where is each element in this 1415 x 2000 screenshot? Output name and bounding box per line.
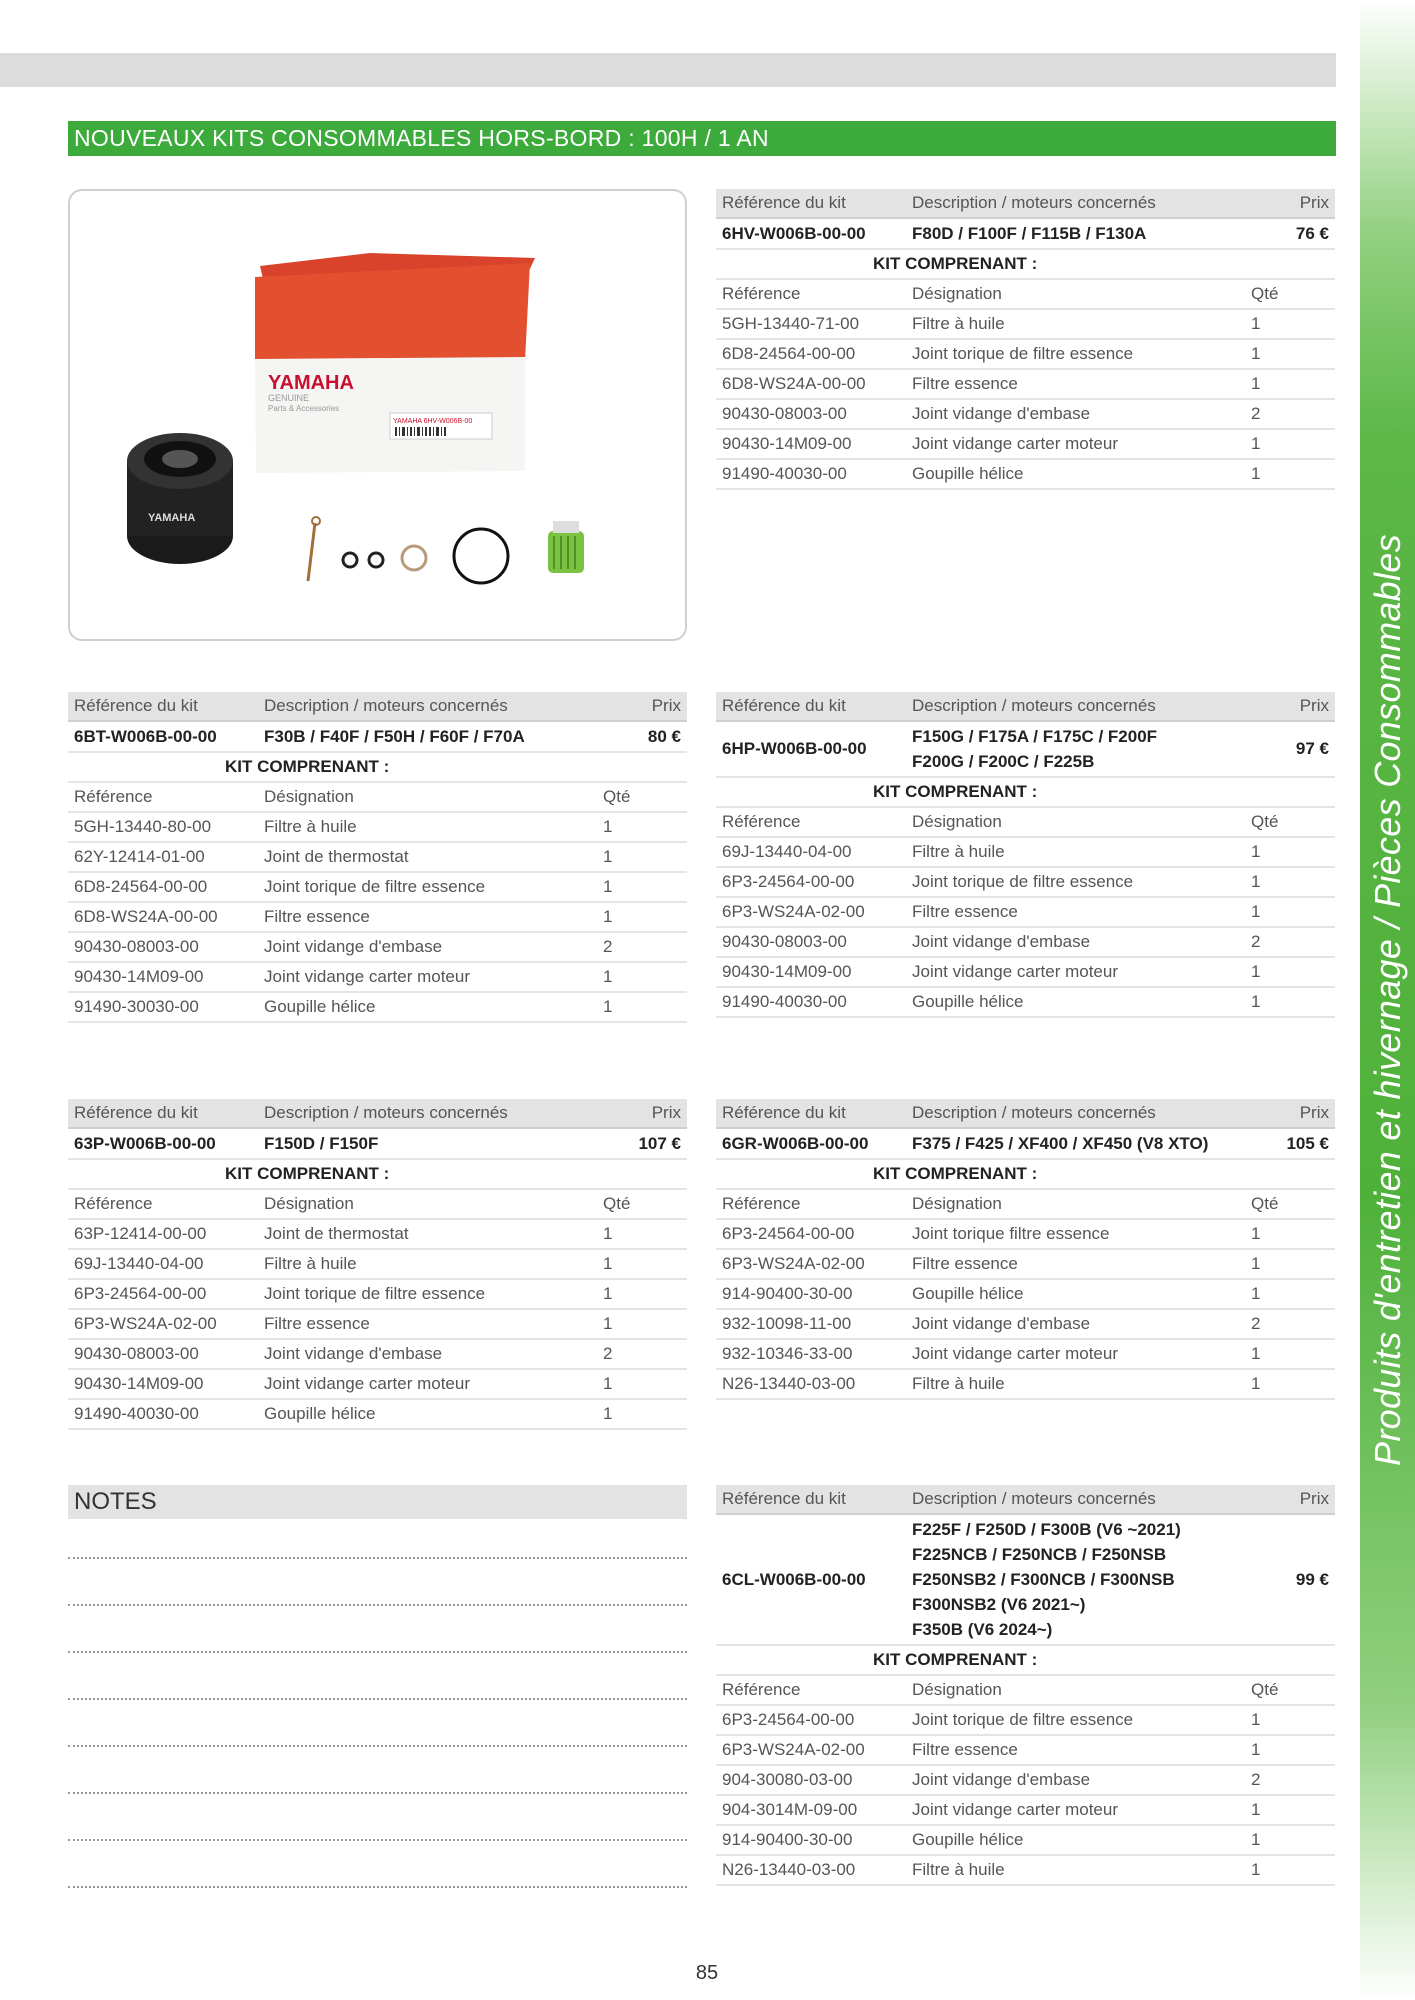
table-row — [716, 310, 1335, 340]
kit-main-row — [716, 1129, 1335, 1160]
kit-main-row — [68, 722, 687, 753]
item-ref: 6D8-24564-00-00 — [74, 877, 208, 896]
item-designation: Goupille hélice — [264, 997, 376, 1016]
item-designation: Goupille hélice — [912, 992, 1024, 1011]
table-row — [716, 1280, 1335, 1310]
kit-price: 97 € — [1295, 739, 1329, 758]
item-ref: 90430-08003-00 — [74, 1344, 199, 1363]
kit-description — [912, 1515, 1245, 1644]
item-qty: 2 — [1251, 404, 1261, 423]
items-header-row — [716, 808, 1335, 838]
kit-price: 76 € — [1295, 223, 1329, 243]
item-designation: Joint vidange d'embase — [264, 937, 443, 956]
table-row — [716, 1706, 1335, 1736]
note-line[interactable] — [68, 1745, 687, 1747]
item-designation: Filtre à huile — [264, 1254, 357, 1273]
description-header: Description / moteurs concernés — [912, 1489, 1156, 1508]
note-line[interactable] — [68, 1557, 687, 1559]
items-header-row — [716, 1190, 1335, 1220]
item-ref: 904-3014M-09-00 — [722, 1800, 858, 1819]
item-qty: 1 — [1251, 1284, 1261, 1303]
ref-header: Référence — [74, 1194, 153, 1213]
fuel-filter — [548, 521, 584, 573]
item-qty: 2 — [603, 937, 613, 956]
qty-header: Qté — [1251, 284, 1279, 303]
item-designation: Joint vidange carter moteur — [912, 434, 1118, 453]
note-line[interactable] — [68, 1839, 687, 1841]
designation-header: Désignation — [912, 284, 1002, 303]
qty-header: Qté — [1251, 1680, 1279, 1699]
table-row — [716, 1220, 1335, 1250]
item-ref: 932-10098-11-00 — [722, 1314, 852, 1333]
item-designation: Filtre à huile — [912, 842, 1005, 861]
table-row — [716, 928, 1335, 958]
table-row — [716, 958, 1335, 988]
kit-table-6HP — [716, 692, 1335, 1018]
table-row — [68, 1280, 687, 1310]
item-qty: 1 — [603, 847, 613, 866]
table-row — [716, 898, 1335, 928]
item-qty: 1 — [603, 1314, 613, 1333]
table-row — [68, 1250, 687, 1280]
kit-comprenant-row — [716, 1160, 1335, 1190]
kit-ref-header: Référence du kit — [74, 696, 198, 715]
table-row — [68, 1370, 687, 1400]
item-qty: 1 — [1251, 872, 1261, 891]
table-row — [716, 838, 1335, 868]
designation-header: Désignation — [264, 1194, 354, 1213]
table-row — [716, 1370, 1335, 1400]
item-designation: Joint vidange carter moteur — [912, 1800, 1118, 1819]
side-title: Produits d'entretien et hivernage / Pièces Consommables — [1367, 534, 1408, 1466]
item-designation: Joint vidange d'embase — [264, 1344, 443, 1363]
item-designation: Joint de thermostat — [264, 847, 409, 866]
kit-comprenant-row — [68, 1160, 687, 1190]
item-designation: Filtre à huile — [912, 1860, 1005, 1879]
table-row — [68, 843, 687, 873]
kit-header-row — [716, 1099, 1335, 1129]
kit-illustration — [70, 191, 687, 641]
item-ref: 90430-14M09-00 — [722, 962, 852, 981]
table-row — [68, 873, 687, 903]
item-ref: 914-90400-30-00 — [722, 1284, 853, 1303]
item-ref: 90430-08003-00 — [74, 937, 199, 956]
kit-main-row — [68, 1129, 687, 1160]
box-front — [255, 263, 530, 363]
table-row — [68, 903, 687, 933]
kit-price: 80 € — [647, 726, 681, 746]
kit-table-63P — [68, 1099, 687, 1430]
item-ref: 69J-13440-04-00 — [722, 842, 852, 861]
price-header: Prix — [1299, 193, 1329, 212]
table-row — [716, 1826, 1335, 1856]
item-designation: Joint vidange carter moteur — [264, 967, 470, 986]
item-ref: 90430-14M09-00 — [74, 967, 204, 986]
item-designation: Joint torique de filtre essence — [912, 1710, 1134, 1729]
item-qty: 1 — [1251, 1800, 1261, 1819]
table-row — [716, 400, 1335, 430]
item-ref: 904-30080-03-00 — [722, 1770, 853, 1789]
item-designation: Joint vidange carter moteur — [264, 1374, 470, 1393]
kit-description-line: F150G / F175A / F175C / F200F — [912, 727, 1158, 746]
o-ring-large — [454, 529, 508, 583]
ref-header: Référence — [722, 1680, 801, 1699]
kit-description-line: F250NSB2 / F300NCB / F300NSB — [912, 1570, 1175, 1589]
item-ref: 90430-08003-00 — [722, 404, 847, 423]
item-designation: Goupille hélice — [912, 464, 1024, 483]
item-designation: Joint de thermostat — [264, 1224, 409, 1243]
kit-main-row — [716, 722, 1335, 778]
kit-description — [264, 722, 597, 751]
kit-main-row — [716, 1515, 1335, 1646]
ref-header: Référence — [722, 1194, 801, 1213]
note-line[interactable] — [68, 1698, 687, 1700]
table-row — [716, 340, 1335, 370]
item-ref: 6P3-24564-00-00 — [722, 1224, 855, 1243]
kit-description-line: F225F / F250D / F300B (V6 ~2021) — [912, 1520, 1181, 1539]
table-row — [68, 933, 687, 963]
item-ref: 91490-30030-00 — [74, 997, 199, 1016]
kit-ref-header: Référence du kit — [722, 1103, 846, 1122]
item-ref: 63P-12414-00-00 — [74, 1224, 207, 1243]
item-ref: 6P3-WS24A-02-00 — [722, 1254, 865, 1273]
description-header: Description / moteurs concernés — [264, 696, 508, 715]
item-qty: 1 — [603, 967, 613, 986]
kit-description-line: F200G / F200C / F225B — [912, 752, 1095, 771]
item-designation: Joint torique de filtre essence — [912, 344, 1134, 363]
note-line[interactable] — [68, 1886, 687, 1888]
item-ref: 5GH-13440-71-00 — [722, 314, 860, 333]
description-header: Description / moteurs concernés — [912, 696, 1156, 715]
item-designation: Joint vidange d'embase — [912, 932, 1091, 951]
kit-description — [912, 219, 1245, 248]
item-ref: 932-10346-33-00 — [722, 1344, 853, 1363]
item-ref: 6P3-WS24A-02-00 — [722, 1740, 865, 1759]
item-qty: 2 — [603, 1344, 613, 1363]
item-qty: 1 — [1251, 962, 1261, 981]
kit-comprenant-label: KIT COMPRENANT : — [873, 782, 1038, 801]
item-qty: 1 — [1251, 314, 1261, 333]
price-header: Prix — [1299, 1489, 1329, 1508]
kit-comprenant-label: KIT COMPRENANT : — [225, 1164, 390, 1183]
item-ref: 6P3-24564-00-00 — [722, 1710, 855, 1729]
item-designation: Filtre essence — [264, 907, 370, 926]
price-header: Prix — [651, 696, 681, 715]
table-row — [716, 1736, 1335, 1766]
table-row — [716, 988, 1335, 1018]
table-row — [716, 1310, 1335, 1340]
kit-description-line: F300NSB2 (V6 2021~) — [912, 1595, 1086, 1614]
item-designation: Goupille hélice — [264, 1404, 376, 1423]
cotter-pin — [308, 517, 320, 581]
item-qty: 1 — [1251, 992, 1261, 1011]
item-qty: 1 — [1251, 1344, 1261, 1363]
kit-description — [264, 1129, 597, 1158]
table-row — [716, 370, 1335, 400]
designation-header: Désignation — [912, 812, 1002, 831]
item-designation: Filtre à huile — [912, 314, 1005, 333]
box-brand: YAMAHA — [268, 372, 354, 394]
description-header: Description / moteurs concernés — [912, 193, 1156, 212]
product-photo — [68, 189, 687, 641]
item-designation: Joint vidange d'embase — [912, 1314, 1091, 1333]
item-qty: 1 — [1251, 902, 1261, 921]
item-ref: N26-13440-03-00 — [722, 1374, 856, 1393]
item-qty: 1 — [1251, 1224, 1261, 1243]
designation-header: Désignation — [912, 1194, 1002, 1213]
item-qty: 1 — [603, 1254, 613, 1273]
kit-ref: 63P-W006B-00-00 — [74, 1133, 216, 1153]
o-ring-small-2 — [369, 553, 383, 567]
kit-table-6GR — [716, 1099, 1335, 1400]
kit-comprenant-label: KIT COMPRENANT : — [873, 1164, 1038, 1183]
item-qty: 1 — [1251, 1710, 1261, 1729]
kit-description-line: F375 / F425 / XF400 / XF450 (V8 XTO) — [912, 1134, 1209, 1153]
items-header-row — [68, 1190, 687, 1220]
item-ref: 6P3-24564-00-00 — [722, 872, 855, 891]
item-ref: 6P3-24564-00-00 — [74, 1284, 207, 1303]
washer — [402, 546, 426, 570]
kit-description-line: F225NCB / F250NCB / F250NSB — [912, 1545, 1167, 1564]
item-ref: N26-13440-03-00 — [722, 1860, 856, 1879]
box-sub2: Parts & Accessories — [268, 404, 340, 413]
item-qty: 1 — [1251, 374, 1261, 393]
kit-table-6HV — [716, 189, 1335, 490]
kit-main-row — [716, 219, 1335, 250]
qty-header: Qté — [1251, 1194, 1279, 1213]
table-row — [68, 1220, 687, 1250]
kit-table-6CL — [716, 1485, 1335, 1886]
table-row — [716, 1250, 1335, 1280]
kit-table-6BT — [68, 692, 687, 1023]
kit-ref: 6HV-W006B-00-00 — [722, 223, 866, 243]
table-row — [68, 963, 687, 993]
item-qty: 1 — [1251, 1830, 1261, 1849]
item-designation: Filtre essence — [912, 1254, 1018, 1273]
items-header-row — [716, 280, 1335, 310]
item-ref: 6D8-WS24A-00-00 — [722, 374, 866, 393]
price-header: Prix — [651, 1103, 681, 1122]
item-designation: Goupille hélice — [912, 1830, 1024, 1849]
note-line[interactable] — [68, 1604, 687, 1606]
qty-header: Qté — [603, 1194, 631, 1213]
item-ref: 90430-08003-00 — [722, 932, 847, 951]
ref-header: Référence — [722, 284, 801, 303]
item-designation: Filtre essence — [912, 1740, 1018, 1759]
item-qty: 1 — [1251, 1860, 1261, 1879]
item-qty: 1 — [1251, 1254, 1261, 1273]
item-designation: Filtre essence — [912, 374, 1018, 393]
item-ref: 62Y-12414-01-00 — [74, 847, 205, 866]
table-row — [68, 1310, 687, 1340]
item-qty: 2 — [1251, 1314, 1261, 1333]
price-header: Prix — [1299, 696, 1329, 715]
item-qty: 2 — [1251, 932, 1261, 951]
item-ref: 91490-40030-00 — [74, 1404, 199, 1423]
kit-ref: 6CL-W006B-00-00 — [722, 1569, 866, 1589]
designation-header: Désignation — [912, 1680, 1002, 1699]
item-qty: 1 — [603, 907, 613, 926]
items-header-row — [716, 1676, 1335, 1706]
table-row — [716, 1766, 1335, 1796]
kit-ref-header: Référence du kit — [722, 1489, 846, 1508]
qty-header: Qté — [1251, 812, 1279, 831]
kit-ref-header: Référence du kit — [74, 1103, 198, 1122]
item-designation: Filtre essence — [264, 1314, 370, 1333]
o-ring-small-1 — [343, 553, 357, 567]
oil-filter — [127, 433, 233, 564]
box-sticker-text: YAMAHA 6HV-W006B-00 — [393, 418, 473, 425]
item-designation: Goupille hélice — [912, 1284, 1024, 1303]
item-qty: 1 — [603, 1404, 613, 1423]
item-ref: 91490-40030-00 — [722, 464, 847, 483]
item-designation: Joint torique filtre essence — [912, 1224, 1110, 1243]
note-line[interactable] — [68, 1651, 687, 1653]
item-designation: Joint torique de filtre essence — [264, 1284, 486, 1303]
note-line[interactable] — [68, 1792, 687, 1794]
item-qty: 1 — [603, 1374, 613, 1393]
item-qty: 1 — [1251, 842, 1261, 861]
item-qty: 1 — [1251, 434, 1261, 453]
item-ref: 90430-14M09-00 — [722, 434, 852, 453]
kit-description-line: F350B (V6 2024~) — [912, 1620, 1053, 1639]
kit-ref: 6GR-W006B-00-00 — [722, 1133, 869, 1153]
table-row — [68, 1340, 687, 1370]
item-qty: 1 — [603, 877, 613, 896]
kit-price: 99 € — [1295, 1569, 1329, 1589]
item-ref: 5GH-13440-80-00 — [74, 817, 212, 836]
item-qty: 1 — [1251, 344, 1261, 363]
kit-ref-header: Référence du kit — [722, 696, 846, 715]
item-qty: 1 — [603, 1284, 613, 1303]
kit-comprenant-label: KIT COMPRENANT : — [873, 1650, 1038, 1669]
page-number: 85 — [695, 1962, 719, 1984]
kit-price: 107 € — [638, 1133, 681, 1153]
kit-description-line: F150D / F150F — [264, 1134, 379, 1153]
kit-comprenant-label: KIT COMPRENANT : — [873, 254, 1038, 273]
kit-ref: 6HP-W006B-00-00 — [722, 739, 867, 758]
kit-description — [912, 1129, 1245, 1158]
description-header: Description / moteurs concernés — [912, 1103, 1156, 1122]
kit-header-row — [68, 1099, 687, 1129]
table-row — [68, 993, 687, 1023]
notes-title: NOTES — [68, 1485, 687, 1519]
item-designation: Filtre à huile — [912, 1374, 1005, 1393]
item-qty: 1 — [603, 997, 613, 1016]
table-row — [716, 1856, 1335, 1886]
kit-ref: 6BT-W006B-00-00 — [74, 726, 217, 746]
item-qty: 2 — [1251, 1770, 1261, 1789]
section-title: NOUVEAUX KITS CONSOMMABLES HORS-BORD : 100H / 1 AN — [68, 121, 1336, 156]
items-header-row — [68, 783, 687, 813]
qty-header: Qté — [603, 787, 631, 806]
top-band — [0, 53, 1336, 87]
table-row — [68, 1400, 687, 1430]
kit-header-row — [68, 692, 687, 722]
item-qty: 1 — [603, 817, 613, 836]
kit-ref-header: Référence du kit — [722, 193, 846, 212]
item-qty: 1 — [1251, 1740, 1261, 1759]
item-qty: 1 — [1251, 464, 1261, 483]
box-sub1: GENUINE — [268, 393, 310, 403]
item-qty: 1 — [1251, 1374, 1261, 1393]
item-ref: 6D8-24564-00-00 — [722, 344, 856, 363]
item-designation: Filtre à huile — [264, 817, 357, 836]
kit-comprenant-label: KIT COMPRENANT : — [225, 757, 390, 776]
item-designation: Joint vidange carter moteur — [912, 962, 1118, 981]
ref-header: Référence — [722, 812, 801, 831]
table-row — [68, 813, 687, 843]
kit-comprenant-row — [716, 1646, 1335, 1676]
kit-header-row — [716, 1485, 1335, 1515]
kit-description-line: F30B / F40F / F50H / F60F / F70A — [264, 727, 525, 746]
table-row — [716, 1340, 1335, 1370]
item-designation: Filtre essence — [912, 902, 1018, 921]
filter-brand: YAMAHA — [148, 512, 196, 524]
price-header: Prix — [1299, 1103, 1329, 1122]
item-designation: Joint vidange carter moteur — [912, 1344, 1118, 1363]
item-ref: 6P3-WS24A-02-00 — [722, 902, 865, 921]
item-designation: Joint torique de filtre essence — [912, 872, 1134, 891]
kit-description — [912, 722, 1245, 776]
kit-header-row — [716, 692, 1335, 722]
item-designation: Joint vidange d'embase — [912, 404, 1091, 423]
item-ref: 6D8-WS24A-00-00 — [74, 907, 218, 926]
item-qty: 1 — [603, 1224, 613, 1243]
item-designation: Joint vidange d'embase — [912, 1770, 1091, 1789]
kit-description-line: F80D / F100F / F115B / F130A — [912, 224, 1147, 243]
kit-header-row — [716, 189, 1335, 219]
ref-header: Référence — [74, 787, 153, 806]
kit-price: 105 € — [1286, 1133, 1329, 1153]
kit-comprenant-row — [716, 250, 1335, 280]
designation-header: Désignation — [264, 787, 354, 806]
description-header: Description / moteurs concernés — [264, 1103, 508, 1122]
table-row — [716, 460, 1335, 490]
table-row — [716, 1796, 1335, 1826]
item-ref: 914-90400-30-00 — [722, 1830, 853, 1849]
item-ref: 91490-40030-00 — [722, 992, 847, 1011]
kit-comprenant-row — [716, 778, 1335, 808]
kit-comprenant-row — [68, 753, 687, 783]
table-row — [716, 430, 1335, 460]
table-row — [716, 868, 1335, 898]
item-ref: 69J-13440-04-00 — [74, 1254, 204, 1273]
item-ref: 90430-14M09-00 — [74, 1374, 204, 1393]
item-designation: Joint torique de filtre essence — [264, 877, 486, 896]
item-ref: 6P3-WS24A-02-00 — [74, 1314, 217, 1333]
